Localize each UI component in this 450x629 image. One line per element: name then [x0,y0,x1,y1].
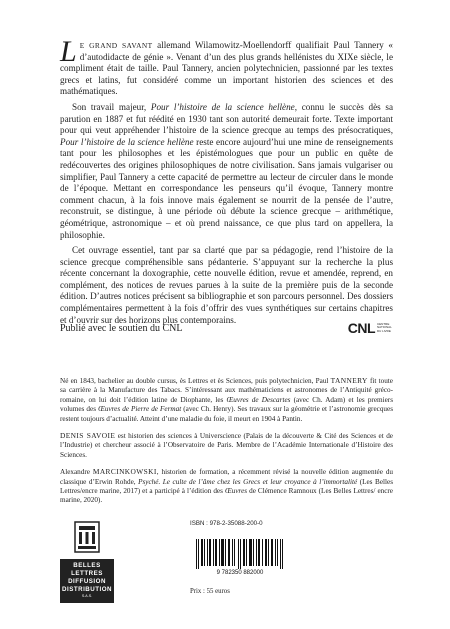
paragraph-1-text: allemand Wilamowitz-Moellendorff qualifiait Paul Tannery « d’autodidacte de génie ». Venant d’un des plus grands hellénistes du XIXe siècle, le compliment était de taille. Paul Tannery, ancien polytechnicien, passionné par les textes grecs et latins, fut considéré comme un important historien des sciences et des mathématiques. [60,40,393,97]
p2-text-a: Son travail majeur, [72,101,151,112]
author-name: TANNERY [330,376,368,385]
barcode-digits: 9 782350 882000 [216,570,264,575]
bio-text: (avec Ch. Henry). Ses travaux sur la géométrie et l’astronomie grecques restent toujours d’actualité. Atteint d’une maladie du foie, il meurt en 1904 à Pantin. [60,405,394,423]
work-title: Œuvres de Pierre de Fermat [98,405,182,414]
book-title-2: Pour l’histoire de la science hellène [60,136,194,147]
bio-text: (Les Belles Lettres/encre marine, 2017) et a participé à l’édition des [60,477,393,496]
cnl-logo-subtext: CENTRE NATIONAL DU LIVRE [377,321,392,333]
drop-cap: L [60,35,77,68]
publisher-logo [60,520,114,603]
p2-text-c: reste encore aujourd’hui une mine de renseignements tant pour les philosophes et les épistémologues que pour un public en quête de redécouvertes des origines philosophiques de notre civilisation. Sans jamais vulgariser ou simplifier, Paul Tannery a cette capacité de permettre au lecteur de circuler dans le monde de l’époque. Mettant en correspondance les penseurs qu’il évoque, Tannery montre comment chacun, à la fois innove mais également se nourrit de la pensée de l’autre, reconstruit, se distingue, à une période où débute la science grecque – arithmétique, géométrique, astronomique – et où prend naissance, ce que plus tard on appellera, la philosophie. [60,136,393,240]
paragraph-3: Cet ouvrage essentiel, tant par sa clarté que par sa pédagogie, rend l’histoire de la science grecque compréhensible sans pédanterie. S’appuyant sur la recherche la plus récente concernant la doxographie, cette nouvelle édition, revue et amendée, reprend, en complément, des notices de revues parues à la suite de la première puis de la seconde édition. D’autres notices précisent sa bibliographie et son parcours personnel. Des dossiers complémentaires permettent à la fois d’offrir des vues synthétiques sur certains chapitres et d’ouvrir sur des horizons plus contemporains. [60,245,393,325]
bio-text: Né en 1843, bachelier au double cursus, ès Lettres et ès Sciences, puis polytechnicien, Paul [60,377,331,385]
publisher-name-box [60,559,114,603]
publisher-line-4: S.A.S. [81,594,93,598]
work-title: Psyché. Le culte de l’âme chez les Grecs et leur croyance à l’immortalité [138,477,358,486]
work-title: Œuvres de Descartes [226,395,291,404]
publisher-line-2: DIFFUSION [68,578,106,585]
bio-marcinkowski [60,467,393,506]
p2-text-b: , connu le succès dès sa parution en 1887 et fut réédité en 1930 tant son autorité demeurait forte. Texte important pour qui veut appréhender l’histoire de la science grecque au temps des présocratiques, [60,101,394,136]
isbn-block [190,520,290,595]
author-first: DENIS [60,431,87,441]
isbn-label: ISBN : 978-2-35088-200-0 [190,520,263,527]
cnl-logo-mark: CNL [347,320,375,336]
paragraph-1 [60,35,393,98]
bio-savoie [60,431,393,460]
bio-text: , historien de formation, a récemment révisé la nouvelle édition augmentée du classique d’Erwin Rohde, [60,468,394,486]
cnl-logo [348,320,393,336]
support-text: Publié avec le soutien du CNL [60,322,183,334]
support-row [60,317,393,339]
bio-text: fit toute sa carrière à la Manufacture des Tabacs. S’intéressant aux mathématiciens et astronomes de l’Antiquité gréco-romaine, on lui doit l’édition latine de Diophante, les [60,377,393,404]
back-cover-text [60,35,394,330]
author-bios [60,376,393,513]
publisher-line-1: BELLES LETTRES [71,562,103,577]
bio-text: (avec Ch. Adam) et les premiers volumes des [60,395,393,414]
publisher-line-3: DISTRIBUTION [62,586,112,593]
bio-tannery [60,376,393,424]
work-title: Œuvres [224,487,248,496]
publisher-emblem-icon [60,520,114,554]
barcode-icon [190,539,290,575]
book-title: Pour l’histoire de la science hellène [150,101,295,112]
price: Prix : 55 euros [190,588,230,595]
smallcaps-opening: E GRAND SAVANT [79,41,153,50]
author-name: SAVOIE [86,431,116,441]
paragraph-2 [60,102,393,241]
bio-text: de Clémence Ramnoux (Les Belles Lettres/ encre marine, 2020). [60,487,393,505]
author-name: MARCINKOWSKI [92,467,157,477]
bio-text: est historien des sciences à Universcience (Palais de la découverte & Cité des Sciences et de l’Industrie) et chercheur associé à l’Observatoire de Paris. Membre de l’Académie Internationale d’Histoire des Sciences. [60,432,393,459]
author-first: Alexandre [60,468,93,477]
